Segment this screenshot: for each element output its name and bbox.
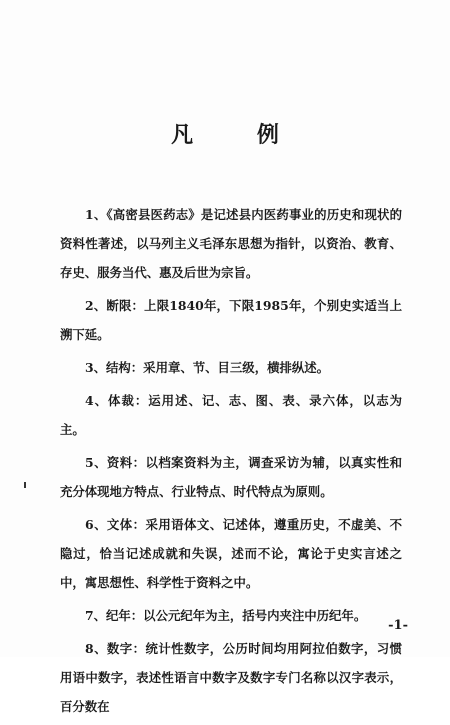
paragraph-8: 8、数字：统计性数字，公历时间均用阿拉伯数字，习惯用语中数字，表述性语言中数字及数字专门名称以汉字表示，百分数在: [60, 641, 402, 714]
paragraph-6: 6、文体：采用语体文、记述体，遵重历史，不虚美、不隐过，恰当记述成就和失误，述而不论，寓论于史实言述之中，寓思想性、科学性于资料之中。: [60, 517, 402, 590]
paragraph-5: 5、资料：以档案资料为主，调查采访为辅，以真实性和充分体现地方特点、行业特点、时代特点为原则。: [60, 455, 402, 499]
paragraph-7: 7、纪年：以公元纪年为主，括号内夹注中历纪年。: [85, 608, 367, 623]
page-number: -1-: [388, 618, 408, 633]
paragraph-3: 3、结构：采用章、节、目三级，横排纵述。: [85, 360, 330, 375]
paragraph-2: 2、断限：上限1840年，下限1985年，个别史实适当上溯下延。: [60, 298, 402, 342]
paragraph-1: 1、《高密县医药志》是记述县内医药事业的历史和现状的资料性著述，以马列主义毛泽东思想为指针，以资治、教育、存史、服务当代、惠及后世为宗旨。: [60, 207, 402, 280]
page-title: 凡 例: [171, 122, 307, 148]
paragraph-4: 4、体裁：运用述、记、志、图、表、录六体，以志为主。: [60, 393, 402, 437]
scan-speck: [24, 482, 26, 488]
body-text: [60, 200, 402, 725]
